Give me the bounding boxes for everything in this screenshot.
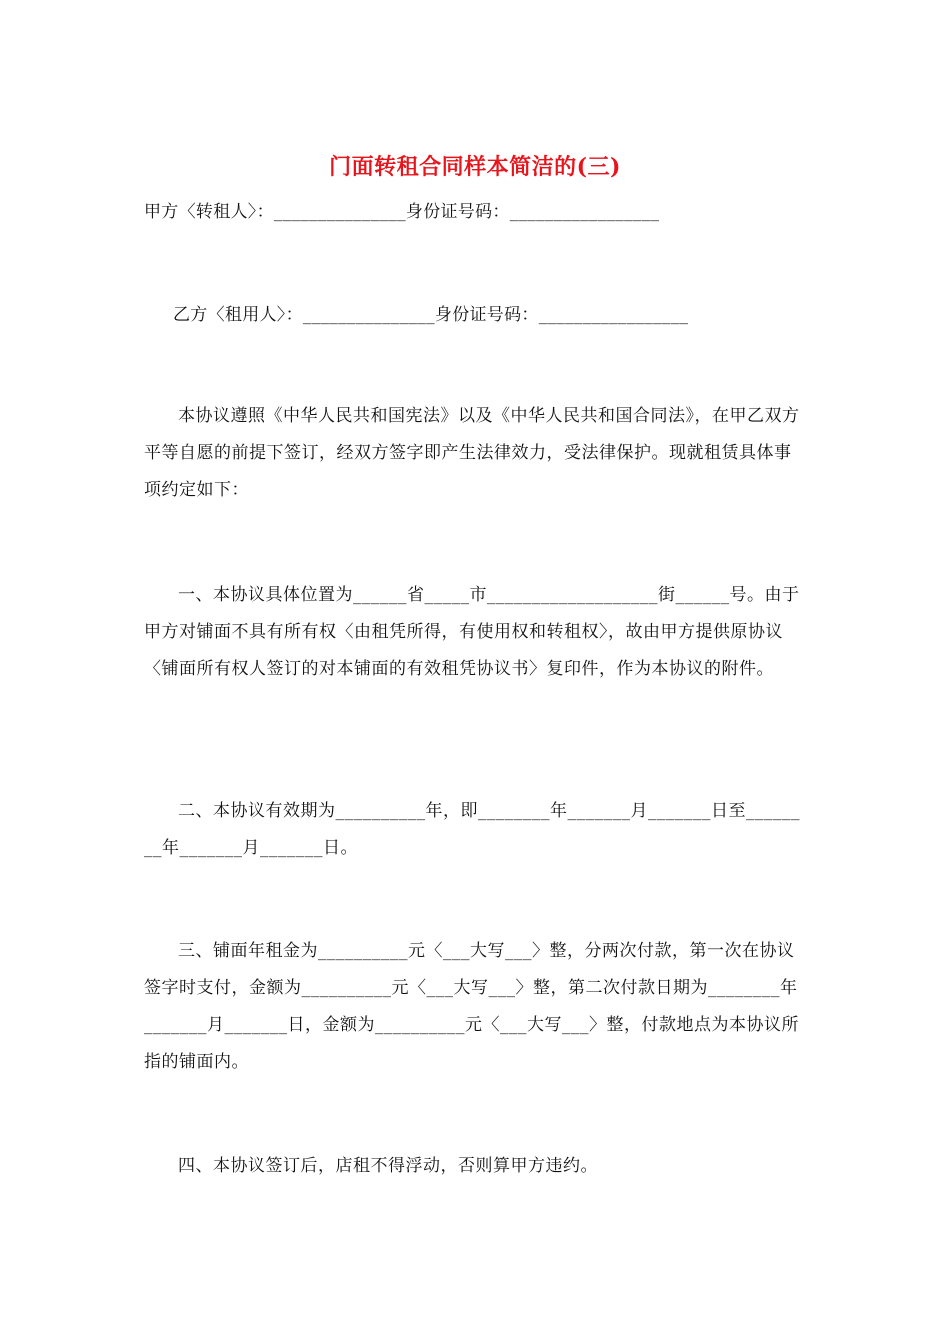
party-a-line: 甲方〈转租人〉：_______________身份证号码：_________________: [144, 202, 660, 222]
intro-paragraph: 本协议遵照《中华人民共和国宪法》以及《中华人民共和国合同法》，在甲乙双方平等自愿的前提下签订，经双方签字即产生法律效力，受法律保护。现就租赁具体事项约定如下：: [144, 406, 800, 500]
clause-3-paragraph: 三、铺面年租金为__________元〈___大写___〉整，分两次付款，第一次在协议签字时支付，金额为__________元〈___大写___〉整，第二次付款日期为________年_______月_______日，金额为__________元〈___大写___〉整，付款地点为本协议所指的铺面内。: [144, 941, 799, 1072]
clause-2-paragraph: 二、本协议有效期为__________年，即________年_______月_______日至________年_______月_______日。: [144, 801, 800, 858]
clause-1-paragraph: 一、本协议具体位置为______省_____市___________________街______号。由于甲方对铺面不具有所有权〈由租凭所得，有使用权和转租权〉，故由甲方提供原协议〈铺面所有权人签订的对本铺面的有效租凭协议书〉复印件，作为本协议的附件。: [144, 585, 800, 679]
party-b-line: 乙方〈租用人〉：_______________身份证号码：_________________: [173, 305, 689, 325]
document-title: 门面转租合同样本简洁的(三): [329, 154, 621, 180]
clause-4-paragraph: 四、本协议签订后，店租不得浮动，否则算甲方违约。: [178, 1156, 598, 1176]
